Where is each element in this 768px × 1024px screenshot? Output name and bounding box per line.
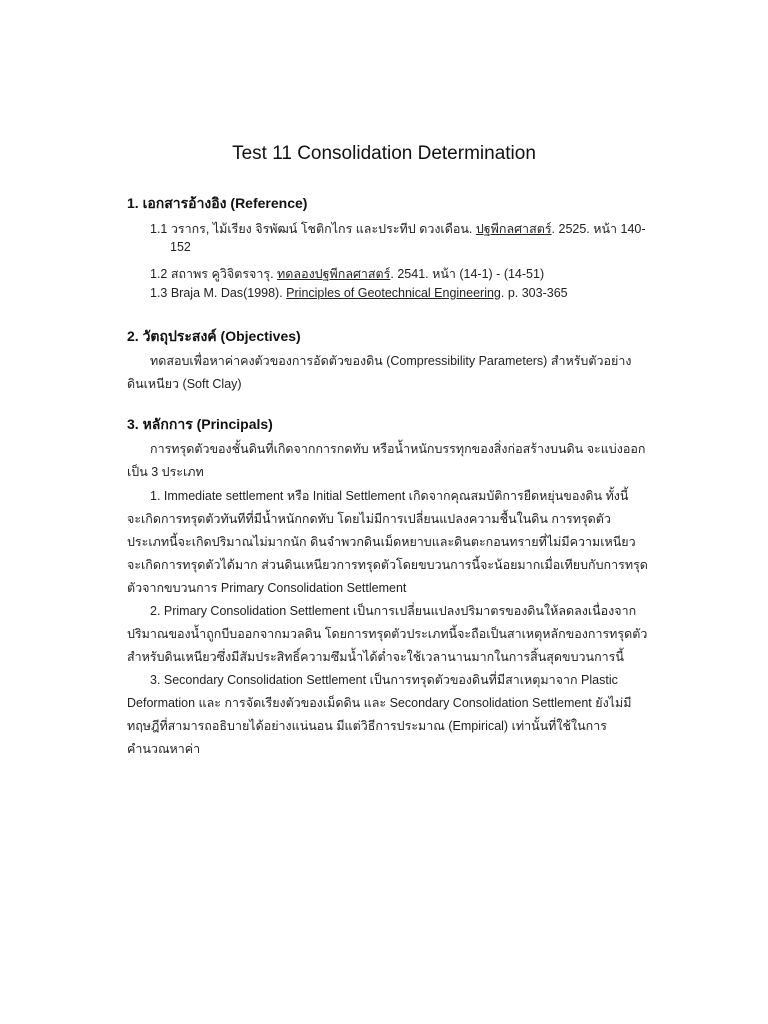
reference-item-1 <box>150 219 646 239</box>
principals-line: จะเกิดการทรุดตัวได้มาก ส่วนดินเหนียวการทรุดตัวโดยขบวนการนี้จะน้อยมากเมื่อเทียบกับการทรุด <box>127 558 648 572</box>
principals-line: การทรุดตัวของชั้นดินที่เกิดจากการกดทับ หรือน้ำหนักบรรทุกของสิ่งก่อสร้างบนดิน จะแบ่งออก <box>150 442 646 456</box>
principals-line: 3. Secondary Consolidation Settlement เป็นการทรุดตัวของดินที่มีสาเหตุมาจาก Plastic <box>150 673 618 687</box>
section-heading-principals: 3. หลักการ (Principals) <box>127 416 273 432</box>
principals-line: ปริมาณของน้ำถูกบีบออกจากมวลดิน โดยการทรุดตัวประเภทนี้จะถือเป็นสาเหตุหลักของการทรุดตัว <box>127 627 648 641</box>
principals-line: สำหรับดินเหนียวซึ่งมีสัมประสิทธิ์ความซึมน้ำได้ต่ำจะใช้เวลานานมากในการสิ้นสุดขบวนการนี้ <box>127 650 624 664</box>
reference-2-book-title: ทดลองปฐพีกลศาสตร์ <box>277 267 391 281</box>
reference-3-author: 1.3 Braja M. Das(1998). <box>150 286 287 300</box>
principals-line: ทฤษฎีที่สามารถอธิบายได้อย่างแน่นอน มีแต่วิธีการประมาณ (Empirical) เท่านั้นที่ใช้ในการ <box>127 719 607 733</box>
reference-3-pages: . p. 303-365 <box>500 286 568 300</box>
principals-line: ตัวจากขบวนการ Primary Consolidation Settlement <box>127 581 407 595</box>
objectives-line: ดินเหนียว (Soft Clay) <box>127 377 242 391</box>
principals-line: 1. Immediate settlement หรือ Initial Settlement เกิดจากคุณสมบัติการยืดหยุ่นของดิน ทั้งนี้ <box>150 489 629 503</box>
page-title: Test 11 Consolidation Determination <box>232 143 536 164</box>
principals-line: คำนวณหาค่า <box>127 742 201 756</box>
reference-1-author: 1.1 วรากร, ไม้เรียง จิรพัฒน์ โชติกไกร และประทีป ดวงเดือน. <box>150 222 476 236</box>
principals-line: จะเกิดการทรุดตัวทันทีที่มีน้ำหนักกดทับ โดยไม่มีการเปลี่ยนแปลงความชื้นในดิน การทรุดตัว <box>127 512 611 526</box>
section-heading-objectives: 2. วัตถุประสงค์ (Objectives) <box>127 328 301 344</box>
reference-2-author: 1.2 สถาพร คูวิจิตรจารุ. <box>150 267 278 281</box>
reference-1-continuation: 152 <box>170 240 191 254</box>
reference-3-book-title: Principles of Geotechnical Engineering <box>286 286 501 300</box>
principals-line: เป็น 3 ประเภท <box>127 465 204 479</box>
reference-item-3 <box>150 286 568 300</box>
principals-line: ประเภทนี้จะเกิดปริมาณไม่มากนัก ดินจำพวกดินเม็ดหยาบและดินตะกอนทรายที่ไม่มีความเหนียว <box>127 535 636 549</box>
objectives-line: ทดสอบเพื่อหาค่าคงตัวของการอัดตัวของดิน (Compressibility Parameters) สำหรับตัวอย่าง <box>150 354 632 368</box>
principals-line: 2. Primary Consolidation Settlement เป็นการเปลี่ยนแปลงปริมาตรของดินให้ลดลงเนื่องจาก <box>150 604 637 618</box>
reference-2-year-pages: . 2541. หน้า (14-1) - (14-51) <box>390 267 545 281</box>
principals-line: Deformation และ การจัดเรียงตัวของเม็ดดิน และ Secondary Consolidation Settlement ยังไม่มี <box>127 696 632 710</box>
section-heading-reference: 1. เอกสารอ้างอิง (Reference) <box>127 195 308 211</box>
reference-1-year-pages: . 2525. หน้า 140- <box>551 222 646 236</box>
reference-item-2 <box>150 264 544 284</box>
reference-1-book-title: ปฐพีกลศาสตร์ <box>475 222 552 236</box>
